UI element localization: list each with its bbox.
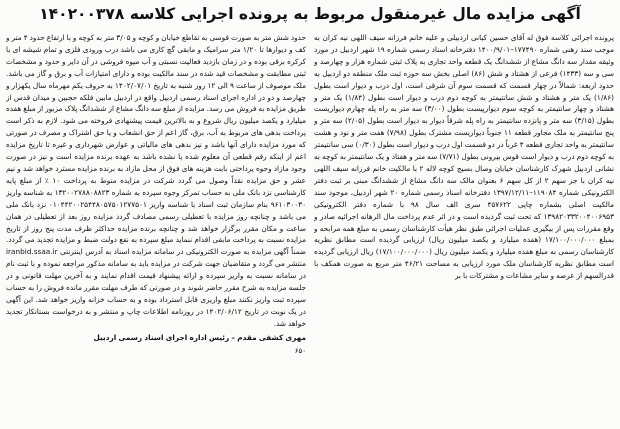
notice-title: آگهی مزایده مال غیرمنقول مربوط به پرونده اجرایی کلاسه ۱۴۰۲۰۰۳۷۸ — [39, 5, 581, 23]
notice-left-text: حدود شش متر به صورت قوسی به تقاطع خیابان و کوچه و ۳/۰۵ متر به کوچه و با ارتفاع حدود ۴ متر و کف و دیوارها تا ۱/۲۰ متر سرامیک و مابقی گچ کاری می باشد درب ورودی فلزی و تمام شیشه ای با کرکره برقی بوده و در زمان بازدید فعالیت نسبتی و آب میوه فروشی در آن دایر و حدود و مشخصات ثبتی مطابقت و مشخصات قید شده در سند مالکیت بوده و دارای امتیازات آب و برق و گاز می باشد. ملک موصوف از ساعت ۹ الی ۱۲ روز شنبه به تاریخ ۱۴۰۲/۰۷/۰۱ به حروف یکم مهرماه سال یکهزار و چهارصد و دو در اداره اجرای اسناد رسمی اردبیل واقع در اردبیل مابین فلکه حجبین و میدان قدس از طریق مزایده به فروش می رسد. مزایده از مبلغ سه دانگ مشاع از ششدانگ پلاک مزبور از مبلغ هفده میلیارد و یکصد میلیون ریال شروع و به بالاترین قیمت پیشنهادی فروخته می شود. لازم به ذکر است پرداخت بدهی های مربوط به آب، برق، گاز اعم از حق انشعاب و یا حق اشتراک و مصرف در صورتی که مورد مزایده دارای آنها باشد و نیز بدهی های مالیاتی و عوارض شهرداری و غیره تا تاریخ مزایده اعم از اینکه رقم قطعی آن معلوم شده یا نشده باشد به عهده برنده مزایده است و نیز در صورت وجود مازاد وجوه پرداختی بابت هزینه های فوق از محل مازاد به برنده مزایده مسترد خواهد شد و نیم عشر و حق مزایده نقداً وصول می گردد شرکت در مزایده منوط به پرداخت ۱۰ ٪ از مبلغ پایه کارشناسی نزد بانک ملی به حساب تمرکز وجوه سپرده به شماره ۱۳۲۰۰۲۷۸۸۰۸۸۲۳ به شناسه واریز ۹۶۱۰۳۰۰۳۰ بنام سازمان ثبت اسناد با شناسه واریز ۰۱۰۴۴۲۰۰۲۵۴۴۸۰۵۷۵۰۱۲۷۷۵۰۱ نزد بانک ملی می باشد و چنانچه روز مزایده با تعطیلی رسمی مصادف گردد مزایده روز بعد از تعطیلی در همان ساعت و مکان مقرر برگزار خواهد شد و چنانچه برنده مزایده حداکثر ظرف مدت پنج روز از تاریخ مزایده نسبت به پرداخت مابقی اقدام ننماید مبلغ سپرده به نفع دولت ضبط و مزایده تجدید می گردد. ضمناً آگهی مزایده به صورت الکترونیکی در سامانه مزایده اسناد به آدرس اینترنتی iranbid.ssaa.ir منتشر می گردد و متقاضیان جهت شرکت در مزایده باید به سامانه مذکور مراجعه نموده و با ثبت نام در سامانه نسبت به واریز سپرده و ارائه پیشنهاد قیمت اقدام نمایند و به آخرین مهلت قانونی و در جلسه مزایده به شرح مقرر حاضر شوند و در صورتی که طرف مهلت مقرر مانده فروش را به حساب سپرده ثبت واریز نکنند مبلغ واریزی قابل استرداد بوده و به حساب خزانه واریز خواهد شد. این آگهی در یک نوبت در تاریخ ۱۴۰۲/۰۶/۱۲ در روزنامه اطلاعات چاپ و منتشر و به درخواست بستانکار تجدید خواهد شد. — [6, 33, 306, 328]
notice-code: ۶۵۰ — [294, 346, 306, 355]
notice-right-column — [314, 32, 614, 424]
notice-signature: مهری کشفی مقدم – رئیس اداره اجرای اسناد رسمی اردبیل — [93, 332, 306, 342]
notice-right-text: پرونده اجرائی کلاسه فوق له آقای حسین کیانی اردبیلی و علیه خانم فرزانه سیف اللهی نیه کران به موجب سند رهنی شماره ۱۷۷۴۹۰–۱۴۰۰/۹/۰۱ دفترخانه اسناد رسمی شماره ۱۹ شهر اردبیل در مورد وثیقه مقدار سه دانگ مشاع از ششدانگ یک قطعه واحد تجاری به پلاک ثبتی شماره هزار و چهارصد و سی و سه (۱۴۳۳) فرعی از هشتاد و شش (۸۶) اصلی بخش سه حوزه ثبت ملک منطقه دو اردبیل به حدود اربعه: شمالاً در چهار قسمت که قسمت سوم آن شرقی است، اول درب و دیوار است بطول (۱/۸۶) یک متر و هشتاد و شش سانتیمتر به کوچه دوم درب و دیوار است بطول (۱/۸۴) یک متر و هشتاد و چهار سانتیمتر به کوچه سوم دیوارپیست بطول (۳/۰۰) سه متر به راه پله چهارم دیواریست بطول (۳/۱۵) سه متر و پانزده سانتیمتر به راه پله شرقاً دیوار به دیوار است بطول (۲/۰۵) سه متر و پنج سانتیمتر به ملک مجاور قطعه ۱۱ جنوباً دیواریست مشترک بطول (۷/۹۸) هفت متر و نود و هشت سانتیمتر به واحد تجاری قطعه ۴ غرباً در دو قسمت اول درب و دیوار است بطول (۰/۳۰) سی سانتیمتر به کوچه دوم درب و دیوار است قوس بیرونی بطول (۷/۷۱) سه متر و هفتاد و یک سانتیمتر به کوچه به نشانی اردبیل شهرک کارشناسان خیابان وصال بسیج کوچه لاله ۲ با مالکیت خانم فرزانه سیف اللهی نیه کران با جز سهم ۲ از کل سهم ۶ بعنوان مالک سه دانگ مشاع از ششدانگ مبنی بر ثبت دفتر الکترونیکی شماره ۱۱۹۰۸۴–۱۳۹۷/۱۲/۱۱ دفترخانه اسناد رسمی شماره ۲۰ شهر اردبیل، موجود سند مالکیت اصلی بشماره چاپی ۴۵۷۶۲۲ سری الف سال ۹۸ با شماره دفتر الکترونیکی ۱۳۹۸۲۰۳۳۲۰۰۴۰۰۶۹۵۳ که تحت ثبت گردیده است و در اثر عدم پرداخت مال الرهانه اجرائیه صادر و وقع مقررات پس از بیگیری عملیات اجرائی طبق نظر هیأت کارشناسان رسمی به مبلغ همه مرابحه و بمبلغ ۱۷/۱۰۰/۰۰۰/۰۰۰ (هفده میلیارد و یکصد میلیون ریال) ارزیابی گردیده است مطابق نظریه کارشناسان رسمی به مبلغ هفده میلیارد و یکصد میلیون ریال (۱۷/۱۰۰/۰۰۰/۰۰۰) ریال ارزیابی گردیده است مطابق نظریه کارشناسان ملک مورد ارزیابی به مساحت ۴۶/۲۱ متر مربع به صورت همکف با قدرالسهم از عرصه و سایر مشاعات و مشترکات با بر — [314, 33, 614, 281]
notice-columns — [6, 32, 614, 424]
notice-left-column — [6, 32, 306, 424]
